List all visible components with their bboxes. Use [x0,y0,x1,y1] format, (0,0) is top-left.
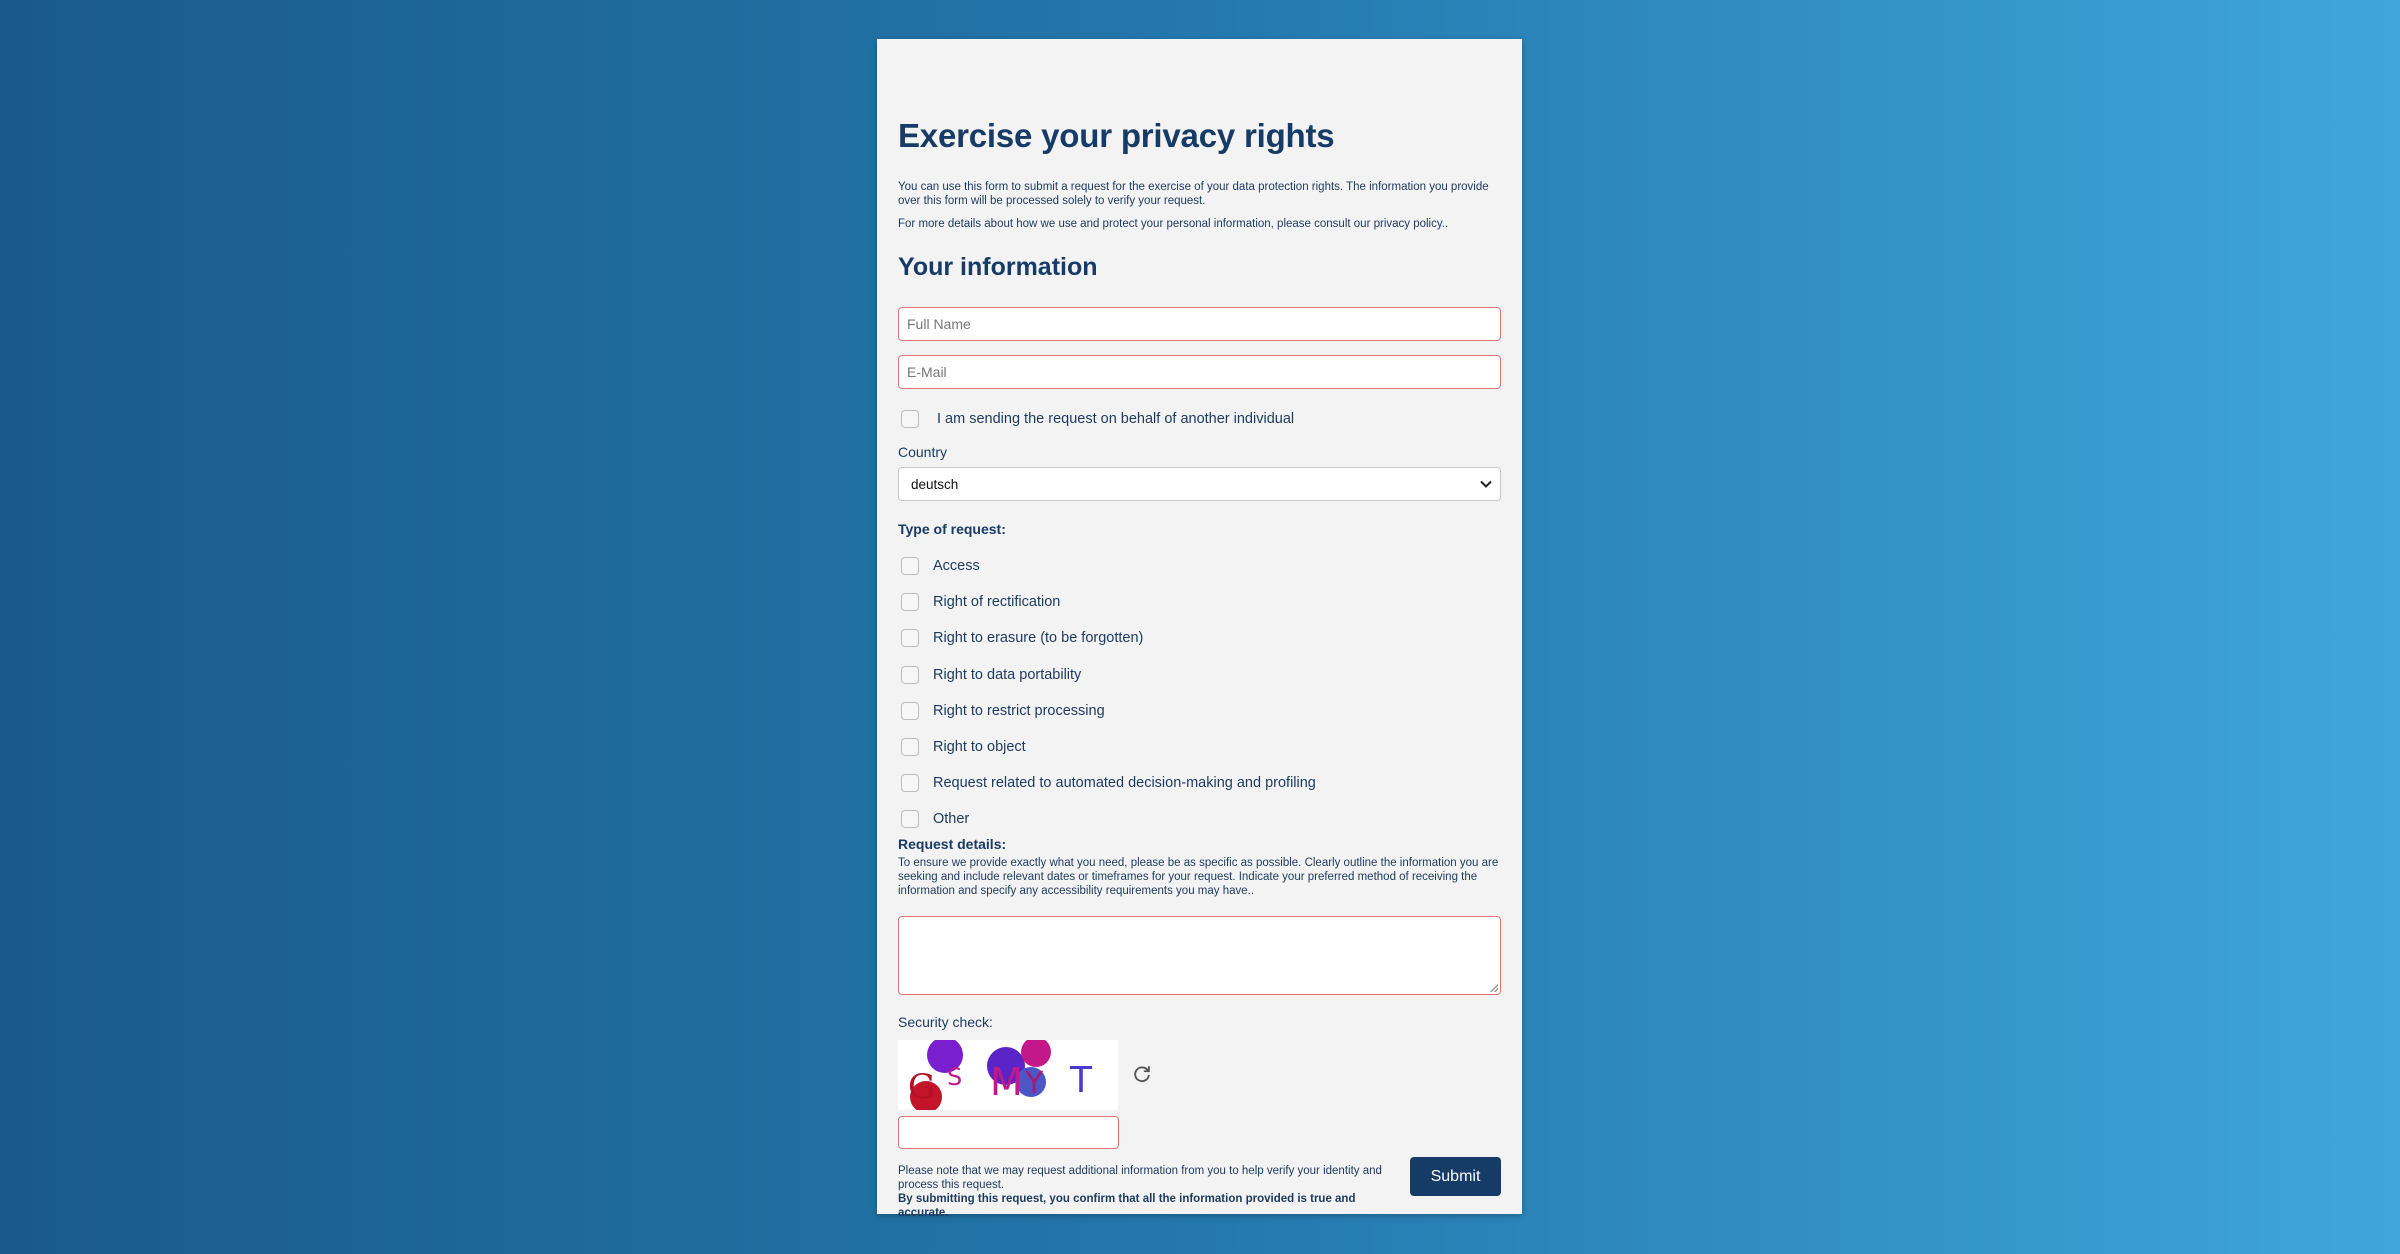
request-option-automated[interactable] [901,765,1316,801]
request-option-checkbox[interactable] [901,557,919,575]
request-type-options [901,548,1316,838]
behalf-checkbox-row[interactable] [901,410,1294,428]
section-heading-your-information: Your information [898,253,1098,281]
request-option-label: Right to erasure (to be forgotten) [933,630,1144,647]
request-option-other[interactable] [901,801,1316,837]
request-option-label: Right to object [933,739,1026,756]
page-title: Exercise your privacy rights [898,117,1335,154]
captcha-char: M [990,1060,1023,1104]
request-details-label: Request details: [898,836,1007,852]
country-label: Country [898,444,948,460]
chevron-down-icon [1480,480,1492,488]
request-option-checkbox[interactable] [901,774,919,792]
request-option-object[interactable] [901,729,1316,765]
country-select[interactable] [898,467,1501,501]
request-option-label: Access [933,558,980,575]
privacy-form-card [877,39,1522,1219]
captcha-char: Y [1025,1066,1044,1101]
request-option-restrict[interactable] [901,693,1316,729]
captcha-image [898,1040,1118,1110]
behalf-checkbox[interactable] [901,410,919,428]
request-option-checkbox[interactable] [901,666,919,684]
verification-note-text: Please note that we may request additional information from you to help verify your identity and process this request. [898,1165,1382,1191]
email-input[interactable] [898,355,1501,389]
intro-paragraph-1: You can use this form to submit a request for the exercise of your data protection rights. The information you provide over this form will be processed solely to verify your request. [898,181,1489,207]
captcha-char: S [947,1063,963,1091]
request-details-textarea[interactable] [898,916,1501,995]
request-details-help: To ensure we provide exactly what you need, please be as specific as possible. Clearly outline the information you are seeking and include relevant dates or timeframes for your request. Indicate your preferred method of receiving the information and specify any accessibility requirements you may have.. [898,857,1499,897]
request-option-portability[interactable] [901,657,1316,693]
request-option-label: Other [933,811,970,828]
resize-grip-icon[interactable] [1490,984,1498,992]
captcha-answer-input[interactable] [898,1116,1119,1149]
request-option-checkbox[interactable] [901,810,919,828]
refresh-captcha-icon[interactable] [1131,1063,1153,1085]
captcha-graphic [898,1040,1118,1110]
request-option-checkbox[interactable] [901,702,919,720]
request-option-label: Right of rectification [933,594,1061,611]
request-option-label: Request related to automated decision-making and profiling [933,775,1316,792]
confirmation-text: By submitting this request, you confirm that all the information provided is true and accurate. [898,1193,1356,1219]
request-type-label: Type of request: [898,521,1006,537]
full-name-input[interactable] [898,307,1501,341]
request-option-erasure[interactable] [901,620,1316,656]
verification-note [898,1164,1408,1220]
request-option-label: Right to restrict processing [933,702,1105,719]
intro-text [898,180,1498,240]
security-check-label: Security check: [898,1014,993,1030]
request-option-access[interactable] [901,548,1316,584]
request-option-checkbox[interactable] [901,738,919,756]
intro-paragraph-2: For more details about how we use and protect your personal information, please consult our privacy policy.. [898,218,1449,230]
request-option-checkbox[interactable] [901,593,919,611]
request-option-rectification[interactable] [901,584,1316,620]
request-option-label: Right to data portability [933,666,1082,683]
captcha-char: G [908,1067,936,1107]
submit-button[interactable]: Submit [1410,1157,1501,1196]
captcha-char: T [1070,1060,1092,1101]
request-option-checkbox[interactable] [901,629,919,647]
behalf-label: I am sending the request on behalf of another individual [937,411,1295,427]
country-selected-value: deutsch [911,476,959,492]
